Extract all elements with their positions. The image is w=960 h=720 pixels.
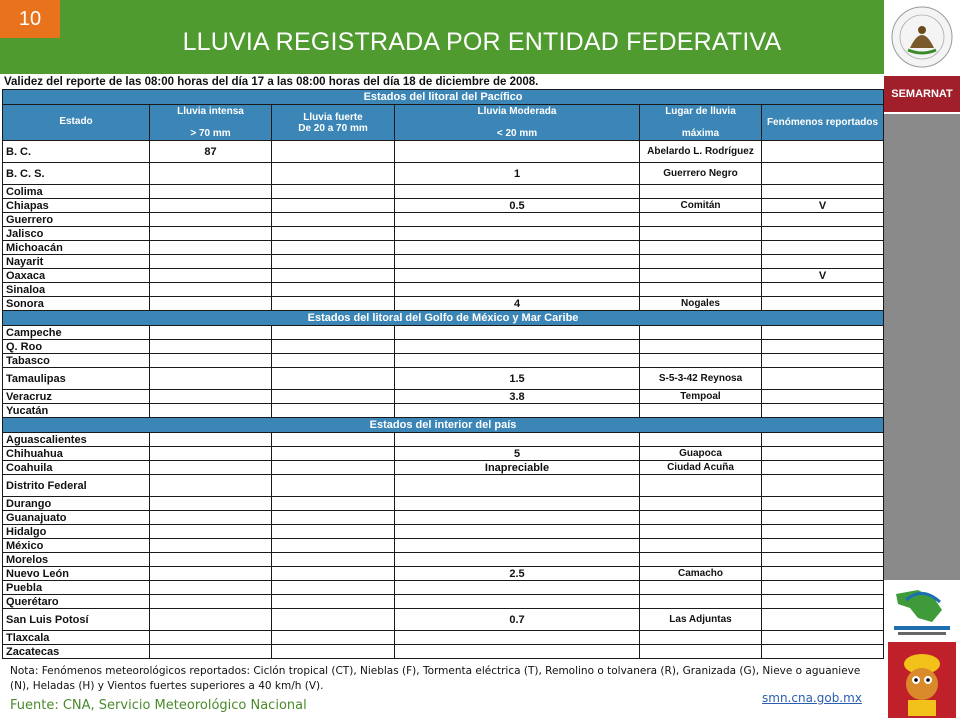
cell-moderada: 5 (395, 447, 640, 461)
cell-estado: Aguascalientes (3, 433, 150, 447)
section-header-row (3, 90, 884, 105)
mexican-seal-icon (890, 4, 954, 70)
cell-intensa (150, 297, 272, 311)
cell-fenomenos (762, 241, 884, 255)
cell-estado: Michoacán (3, 241, 150, 255)
cell-intensa (150, 163, 272, 185)
table-row (3, 241, 884, 255)
cell-intensa (150, 581, 272, 595)
cell-fuerte (272, 595, 395, 609)
cell-lugar: Tempoal (640, 390, 762, 404)
cell-estado: Colima (3, 185, 150, 199)
cell-lugar (640, 475, 762, 497)
cell-fuerte (272, 567, 395, 581)
cell-estado: Durango (3, 497, 150, 511)
cell-moderada: 4 (395, 297, 640, 311)
cell-moderada: 1 (395, 163, 640, 185)
cell-moderada (395, 595, 640, 609)
cell-estado: Oaxaca (3, 269, 150, 283)
phenomena-note: Nota: Fenómenos meteorológicos reportados: Ciclón tropical (CT), Nieblas (F), Tormenta eléctrica (T), Remolino o tolvanera (R), Granizada (G), Nieve o aguanieve (N), Heladas (H) y Vientos fuertes superiores a 40 km/h (V). (10, 665, 861, 692)
cell-fuerte (272, 525, 395, 539)
cell-lugar (640, 241, 762, 255)
cell-moderada (395, 354, 640, 368)
cell-fenomenos (762, 539, 884, 553)
cell-lugar (640, 326, 762, 340)
table-row (3, 581, 884, 595)
cell-moderada: 3.8 (395, 390, 640, 404)
cell-moderada (395, 213, 640, 227)
cell-intensa (150, 241, 272, 255)
table-row (3, 354, 884, 368)
table-row (3, 567, 884, 581)
cell-moderada: 0.7 (395, 609, 640, 631)
cell-lugar: Camacho (640, 567, 762, 581)
cell-moderada (395, 326, 640, 340)
cell-estado: Nuevo León (3, 567, 150, 581)
cell-fuerte (272, 163, 395, 185)
cell-moderada (395, 241, 640, 255)
cell-fenomenos (762, 645, 884, 659)
cell-moderada (395, 539, 640, 553)
cell-lugar (640, 497, 762, 511)
cell-lugar: Guerrero Negro (640, 163, 762, 185)
cell-fuerte (272, 609, 395, 631)
cell-lugar (640, 581, 762, 595)
cell-lugar (640, 404, 762, 418)
table-row (3, 297, 884, 311)
cell-fuerte (272, 497, 395, 511)
table-row (3, 553, 884, 567)
cell-moderada (395, 525, 640, 539)
cell-estado: Distrito Federal (3, 475, 150, 497)
cell-estado: Guanajuato (3, 511, 150, 525)
cell-estado: Guerrero (3, 213, 150, 227)
table-row (3, 283, 884, 297)
cell-fenomenos (762, 390, 884, 404)
cell-estado: Puebla (3, 581, 150, 595)
cell-intensa (150, 461, 272, 475)
cell-lugar: Guapoca (640, 447, 762, 461)
cell-moderada: 0.5 (395, 199, 640, 213)
column-header-row (3, 105, 884, 141)
cell-lugar: Abelardo L. Rodríguez (640, 141, 762, 163)
cell-moderada (395, 340, 640, 354)
table-row (3, 185, 884, 199)
table-row (3, 213, 884, 227)
cell-fenomenos (762, 255, 884, 269)
cell-moderada (395, 645, 640, 659)
cell-fenomenos (762, 447, 884, 461)
table-row (3, 609, 884, 631)
cell-fuerte (272, 141, 395, 163)
cell-fenomenos (762, 213, 884, 227)
cell-fuerte (272, 326, 395, 340)
col-header-fenomenos: Fenómenos reportados (762, 105, 884, 141)
cell-intensa (150, 390, 272, 404)
table-row (3, 525, 884, 539)
cell-intensa (150, 609, 272, 631)
cell-lugar: S-5-3-42 Reynosa (640, 368, 762, 390)
cell-lugar (640, 539, 762, 553)
cell-fuerte (272, 227, 395, 241)
table-row (3, 199, 884, 213)
table-row (3, 269, 884, 283)
col-header-estado: Estado (3, 105, 150, 141)
cell-estado: Yucatán (3, 404, 150, 418)
cell-intensa (150, 511, 272, 525)
cell-fenomenos (762, 326, 884, 340)
cell-intensa (150, 475, 272, 497)
cell-intensa (150, 404, 272, 418)
cell-lugar (640, 645, 762, 659)
table-row (3, 141, 884, 163)
data-source: Fuente: CNA, Servicio Meteorológico Nacional (10, 698, 307, 713)
cell-estado: Querétaro (3, 595, 150, 609)
cell-intensa (150, 283, 272, 297)
cell-fenomenos: V (762, 199, 884, 213)
cell-lugar (640, 185, 762, 199)
cell-lugar (640, 255, 762, 269)
cell-fuerte (272, 354, 395, 368)
cell-lugar (640, 511, 762, 525)
cell-moderada (395, 227, 640, 241)
rainfall-table (2, 89, 884, 659)
cell-fenomenos (762, 185, 884, 199)
cell-lugar (640, 213, 762, 227)
col-header-fuerte: Lluvia fuerte De 20 a 70 mm (272, 105, 395, 141)
cell-fuerte (272, 539, 395, 553)
table-row (3, 595, 884, 609)
cell-moderada (395, 511, 640, 525)
rainfall-report (0, 74, 884, 662)
cell-moderada (395, 433, 640, 447)
cell-moderada: 2.5 (395, 567, 640, 581)
cell-moderada (395, 283, 640, 297)
slide-number: 10 (0, 0, 60, 38)
cell-lugar (640, 283, 762, 297)
cell-fenomenos (762, 461, 884, 475)
cell-fuerte (272, 241, 395, 255)
table-row (3, 255, 884, 269)
cell-moderada (395, 631, 640, 645)
cell-estado: B. C. (3, 141, 150, 163)
cell-intensa (150, 185, 272, 199)
mascot-icon (888, 642, 956, 718)
table-row (3, 227, 884, 241)
report-validity: Validez del reporte de las 08:00 horas del día 17 a las 08:00 horas del día 18 de diciembre de 2008. (4, 76, 539, 88)
cell-intensa (150, 595, 272, 609)
page-title: LLUVIA REGISTRADA POR ENTIDAD FEDERATIVA (182, 28, 782, 56)
section-header-row (3, 311, 884, 326)
table-row (3, 539, 884, 553)
cell-intensa (150, 497, 272, 511)
conafor-logo-icon (888, 580, 956, 638)
section-title: Estados del interior del país (3, 418, 884, 433)
table-row (3, 326, 884, 340)
cell-lugar (640, 340, 762, 354)
cell-moderada: Inapreciable (395, 461, 640, 475)
cell-estado: Campeche (3, 326, 150, 340)
cell-intensa (150, 433, 272, 447)
cell-fuerte (272, 199, 395, 213)
table-row (3, 447, 884, 461)
cell-estado: Sinaloa (3, 283, 150, 297)
cell-fenomenos (762, 475, 884, 497)
cell-fenomenos (762, 141, 884, 163)
cell-fenomenos (762, 595, 884, 609)
cell-moderada (395, 269, 640, 283)
cell-fuerte (272, 461, 395, 475)
cell-lugar (640, 595, 762, 609)
section-title: Estados del litoral del Golfo de México y Mar Caribe (3, 311, 884, 326)
cell-intensa (150, 354, 272, 368)
cell-lugar (640, 269, 762, 283)
cell-estado: Q. Roo (3, 340, 150, 354)
cell-intensa (150, 269, 272, 283)
cell-fenomenos (762, 567, 884, 581)
cell-fenomenos (762, 511, 884, 525)
cell-fuerte (272, 213, 395, 227)
cell-estado: México (3, 539, 150, 553)
cell-intensa (150, 645, 272, 659)
cell-lugar (640, 354, 762, 368)
cell-fuerte (272, 475, 395, 497)
cell-fenomenos (762, 283, 884, 297)
cell-lugar: Las Adjuntas (640, 609, 762, 631)
table-row (3, 404, 884, 418)
cell-lugar (640, 433, 762, 447)
cell-fenomenos (762, 581, 884, 595)
cell-fuerte (272, 390, 395, 404)
cell-fenomenos (762, 433, 884, 447)
cell-fenomenos (762, 497, 884, 511)
cell-intensa (150, 326, 272, 340)
logo-sidebar (884, 0, 960, 720)
cell-intensa (150, 368, 272, 390)
cell-estado: Chiapas (3, 199, 150, 213)
cell-fenomenos (762, 609, 884, 631)
cell-lugar (640, 553, 762, 567)
title-bar (0, 0, 884, 74)
table-row (3, 163, 884, 185)
cell-lugar (640, 227, 762, 241)
table-row (3, 631, 884, 645)
cell-fuerte (272, 340, 395, 354)
cell-fuerte (272, 581, 395, 595)
cell-intensa (150, 525, 272, 539)
cell-estado: Zacatecas (3, 645, 150, 659)
cell-lugar (640, 525, 762, 539)
cell-intensa (150, 539, 272, 553)
cell-lugar (640, 631, 762, 645)
cell-estado: Sonora (3, 297, 150, 311)
col-header-intensa: Lluvia intensa > 70 mm (150, 105, 272, 141)
table-row (3, 433, 884, 447)
cell-fenomenos (762, 404, 884, 418)
cell-fenomenos: V (762, 269, 884, 283)
cell-estado: Tabasco (3, 354, 150, 368)
cell-intensa (150, 227, 272, 241)
cell-fenomenos (762, 631, 884, 645)
cell-estado: B. C. S. (3, 163, 150, 185)
cell-fenomenos (762, 340, 884, 354)
table-row (3, 390, 884, 404)
section-title: Estados del litoral del Pacífico (3, 90, 884, 105)
website-link[interactable]: smn.cna.gob.mx (762, 691, 862, 705)
section-header-row (3, 418, 884, 433)
cell-fuerte (272, 368, 395, 390)
cell-estado: Coahuila (3, 461, 150, 475)
cell-moderada (395, 553, 640, 567)
cell-fenomenos (762, 227, 884, 241)
cell-estado: Tlaxcala (3, 631, 150, 645)
cell-moderada (395, 404, 640, 418)
cell-moderada: 1.5 (395, 368, 640, 390)
cell-fenomenos (762, 163, 884, 185)
cell-estado: Jalisco (3, 227, 150, 241)
cell-intensa (150, 199, 272, 213)
cell-intensa (150, 631, 272, 645)
cell-fuerte (272, 404, 395, 418)
table-row (3, 340, 884, 354)
cell-estado: Hidalgo (3, 525, 150, 539)
table-row (3, 475, 884, 497)
cell-estado: Veracruz (3, 390, 150, 404)
cell-estado: Morelos (3, 553, 150, 567)
cell-fuerte (272, 433, 395, 447)
cell-fenomenos (762, 553, 884, 567)
cell-fenomenos (762, 368, 884, 390)
cell-fenomenos (762, 525, 884, 539)
cell-fuerte (272, 645, 395, 659)
cell-fuerte (272, 553, 395, 567)
cell-moderada (395, 255, 640, 269)
cell-intensa (150, 447, 272, 461)
cell-moderada (395, 497, 640, 511)
cell-intensa (150, 553, 272, 567)
cell-intensa (150, 213, 272, 227)
table-row (3, 461, 884, 475)
col-header-moderada: Lluvia Moderada < 20 mm (395, 105, 640, 141)
cell-estado: San Luis Potosí (3, 609, 150, 631)
cell-moderada (395, 475, 640, 497)
col-header-lugar: Lugar de lluvia máxima (640, 105, 762, 141)
cell-fuerte (272, 255, 395, 269)
cell-fuerte (272, 185, 395, 199)
cell-fuerte (272, 447, 395, 461)
cell-lugar: Ciudad Acuña (640, 461, 762, 475)
cell-fuerte (272, 631, 395, 645)
cell-intensa: 87 (150, 141, 272, 163)
table-row (3, 368, 884, 390)
cell-moderada (395, 185, 640, 199)
cell-moderada (395, 141, 640, 163)
cell-estado: Nayarit (3, 255, 150, 269)
cell-moderada (395, 581, 640, 595)
cell-lugar: Comitán (640, 199, 762, 213)
cell-lugar: Nogales (640, 297, 762, 311)
cell-fenomenos (762, 297, 884, 311)
cell-estado: Chihuahua (3, 447, 150, 461)
cell-fuerte (272, 283, 395, 297)
cell-fuerte (272, 269, 395, 283)
cell-intensa (150, 255, 272, 269)
table-row (3, 645, 884, 659)
cell-fuerte (272, 511, 395, 525)
cell-estado: Tamaulipas (3, 368, 150, 390)
sidebar-panel (884, 114, 960, 580)
table-row (3, 511, 884, 525)
table-row (3, 497, 884, 511)
cell-fuerte (272, 297, 395, 311)
semarnat-logo: SEMARNAT (884, 76, 960, 112)
cell-intensa (150, 567, 272, 581)
cell-intensa (150, 340, 272, 354)
cell-fenomenos (762, 354, 884, 368)
